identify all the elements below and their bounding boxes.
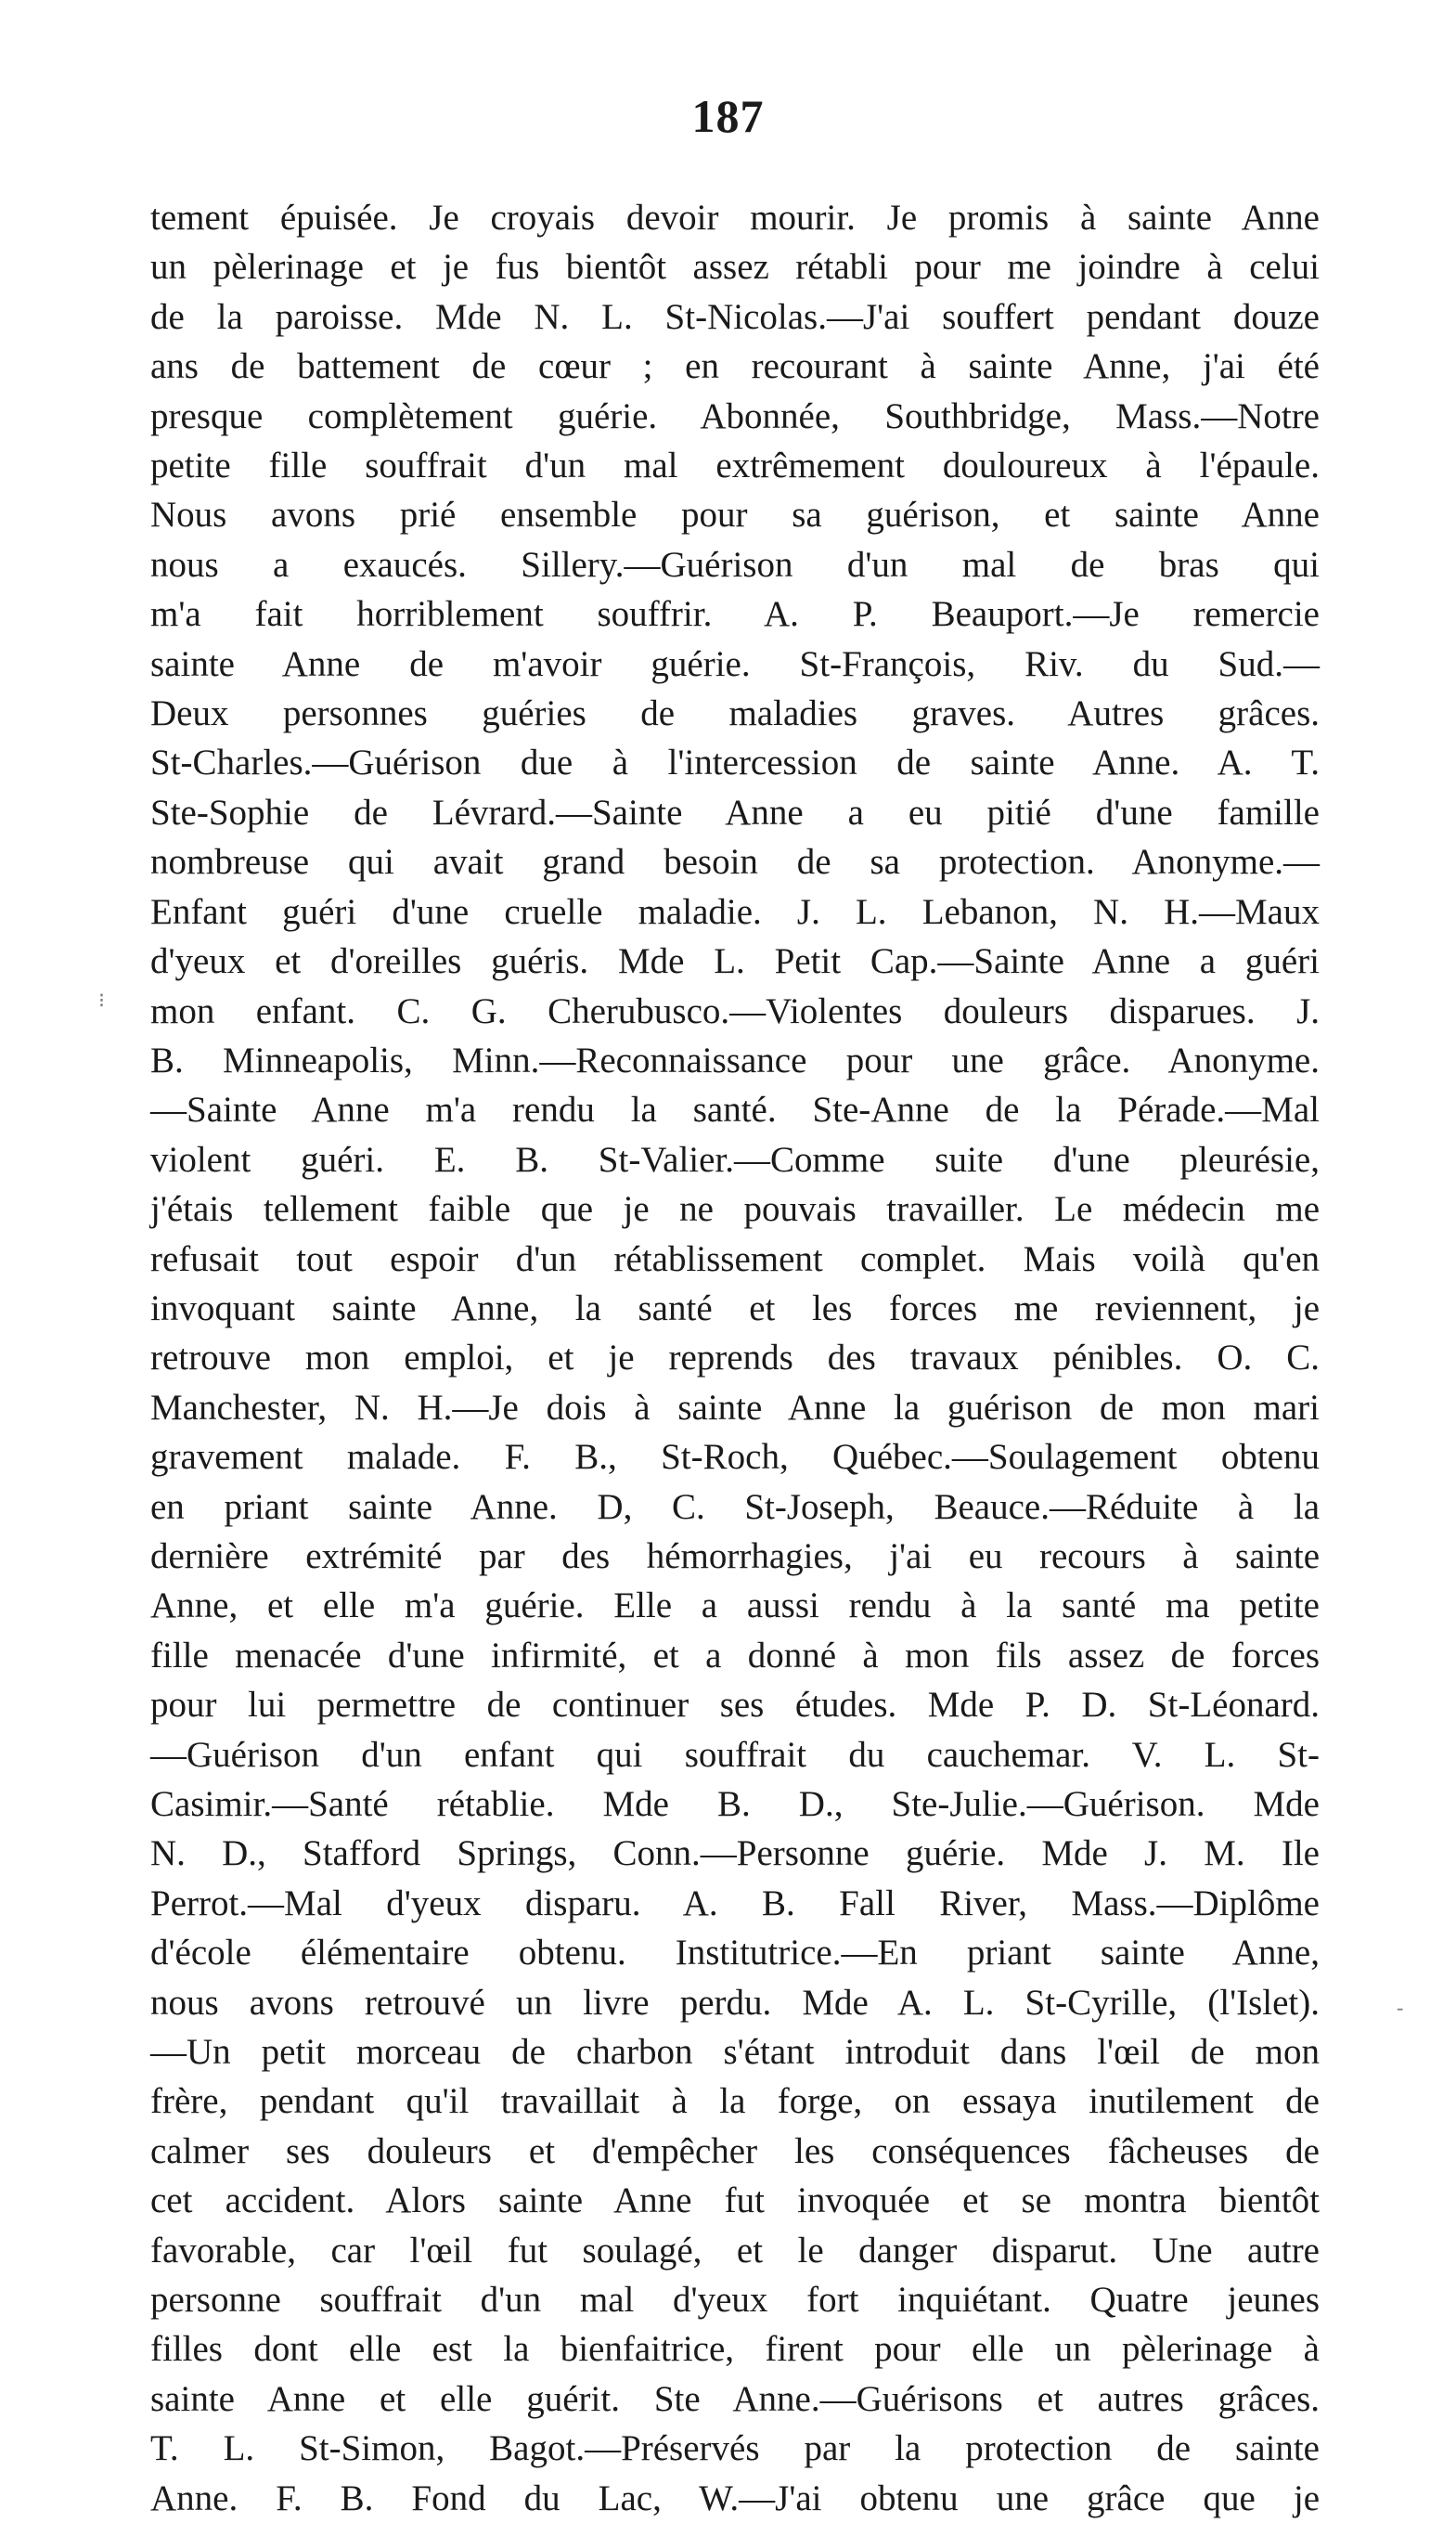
- text-line: filles dont elle est la bienfaitrice, firent pour elle un pèlerinage à: [150, 2329, 1320, 2370]
- text-line: T. L. St-Simon, Bagot.—Préservés par la protection de sainte: [150, 2428, 1320, 2469]
- text-line: ans de battement de cœur ; en recourant à sainte Anne, j'ai été: [150, 346, 1320, 387]
- body-text: [150, 193, 1320, 2523]
- text-line: de la paroisse. Mde N. L. St-Nicolas.—J'ai souffert pendant douze: [150, 296, 1320, 337]
- text-line: Anne, et elle m'a guérie. Elle a aussi rendu à la santé ma petite: [150, 1585, 1320, 1626]
- text-line: cet accident. Alors sainte Anne fut invoquée et se montra bientôt: [150, 2180, 1320, 2221]
- text-line: invoquant sainte Anne, la santé et les forces me reviennent, je: [150, 1287, 1320, 1328]
- text-line: m'a fait horriblement souffrir. A. P. Beauport.—Je remercie: [150, 594, 1320, 635]
- text-line: Perrot.—Mal d'yeux disparu. A. B. Fall River, Mass.—Diplôme: [150, 1883, 1320, 1923]
- text-line: calmer ses douleurs et d'empêcher les conséquences fâcheuses de: [150, 2130, 1320, 2171]
- text-line: Manchester, N. H.—Je dois à sainte Anne la guérison de mon mari: [150, 1387, 1320, 1428]
- page-number: 187: [691, 90, 765, 142]
- text-line: j'étais tellement faible que je ne pouvais travailler. Le médecin me: [150, 1189, 1320, 1230]
- text-line: gravement malade. F. B., St-Roch, Québec.—Soulagement obtenu: [150, 1437, 1320, 1478]
- text-line: d'école élémentaire obtenu. Institutrice.—En priant sainte Anne,: [150, 1933, 1320, 1973]
- text-line: Casimir.—Santé rétablie. Mde B. D., Ste-Julie.—Guérison. Mde: [150, 1784, 1320, 1824]
- margin-mark-left: ⁝: [98, 989, 105, 1012]
- text-line: Ste-Sophie de Lévrard.—Sainte Anne a eu pitié d'une famille: [150, 792, 1320, 833]
- text-line: Deux personnes guéries de maladies graves. Autres grâces.: [150, 693, 1320, 734]
- text-line: dernière extrémité par des hémorrhagies, j'ai eu recours à sainte: [150, 1535, 1320, 1576]
- text-line: —Sainte Anne m'a rendu la santé. Ste-Anne de la Pérade.—Mal: [150, 1090, 1320, 1131]
- text-line: sainte Anne et elle guérit. Ste Anne.—Guérisons et autres grâces.: [150, 2378, 1320, 2419]
- text-line: refusait tout espoir d'un rétablissement complet. Mais voilà qu'en: [150, 1238, 1320, 1279]
- text-line: —Un petit morceau de charbon s'étant introduit dans l'œil de mon: [150, 2032, 1320, 2073]
- text-line: d'yeux et d'oreilles guéris. Mde L. Petit Cap.—Sainte Anne a guéri: [150, 941, 1320, 982]
- text-line: Nous avons prié ensemble pour sa guérison, et sainte Anne: [150, 495, 1320, 536]
- text-line: un pèlerinage et je fus bientôt assez rétabli pour me joindre à celui: [150, 247, 1320, 288]
- text-line: petite fille souffrait d'un mal extrêmement douloureux à l'épaule.: [150, 446, 1320, 486]
- text-line: N. D., Stafford Springs, Conn.—Personne guérie. Mde J. M. Ile: [150, 1833, 1320, 1874]
- text-line: St-Charles.—Guérison due à l'intercession de sainte Anne. A. T.: [150, 743, 1320, 783]
- text-line: pour lui permettre de continuer ses études. Mde P. D. St-Léonard.: [150, 1685, 1320, 1726]
- text-line: personne souffrait d'un mal d'yeux fort inquiétant. Quatre jeunes: [150, 2280, 1320, 2321]
- text-line: favorable, car l'œil fut soulagé, et le danger disparut. Une autre: [150, 2230, 1320, 2271]
- text-line: nous avons retrouvé un livre perdu. Mde A. L. St-Cyrille, (l'Islet).: [150, 1982, 1320, 2023]
- text-line: tement épuisée. Je croyais devoir mourir. Je promis à sainte Anne: [150, 198, 1320, 238]
- text-line: nous a exaucés. Sillery.—Guérison d'un mal de bras qui: [150, 544, 1320, 585]
- text-line: retrouve mon emploi, et je reprends des travaux pénibles. O. C.: [150, 1338, 1320, 1378]
- margin-mark-right: -: [1397, 1996, 1404, 2019]
- text-line: presque complètement guérie. Abonnée, Southbridge, Mass.—Notre: [150, 395, 1320, 436]
- text-line: frère, pendant qu'il travaillait à la forge, on essaya inutilement de: [150, 2081, 1320, 2122]
- text-line: mon enfant. C. G. Cherubusco.—Violentes douleurs disparues. J.: [150, 990, 1320, 1031]
- text-line: sainte Anne de m'avoir guérie. St-François, Riv. du Sud.—: [150, 643, 1320, 684]
- text-line: nombreuse qui avait grand besoin de sa protection. Anonyme.—: [150, 842, 1320, 883]
- text-line: —Guérison d'un enfant qui souffrait du cauchemar. V. L. St-: [150, 1734, 1320, 1775]
- text-line: Anne. F. B. Fond du Lac, W.—J'ai obtenu une grâce que je: [150, 2478, 1320, 2518]
- text-line: violent guéri. E. B. St-Valier.—Comme suite d'une pleurésie,: [150, 1139, 1320, 1180]
- text-line: Enfant guéri d'une cruelle maladie. J. L. Lebanon, N. H.—Maux: [150, 891, 1320, 932]
- text-line: fille menacée d'une infirmité, et a donné à mon fils assez de forces: [150, 1635, 1320, 1676]
- text-line: B. Minneapolis, Minn.—Reconnaissance pour une grâce. Anonyme.: [150, 1040, 1320, 1080]
- text-line: en priant sainte Anne. D, C. St-Joseph, Beauce.—Réduite à la: [150, 1486, 1320, 1527]
